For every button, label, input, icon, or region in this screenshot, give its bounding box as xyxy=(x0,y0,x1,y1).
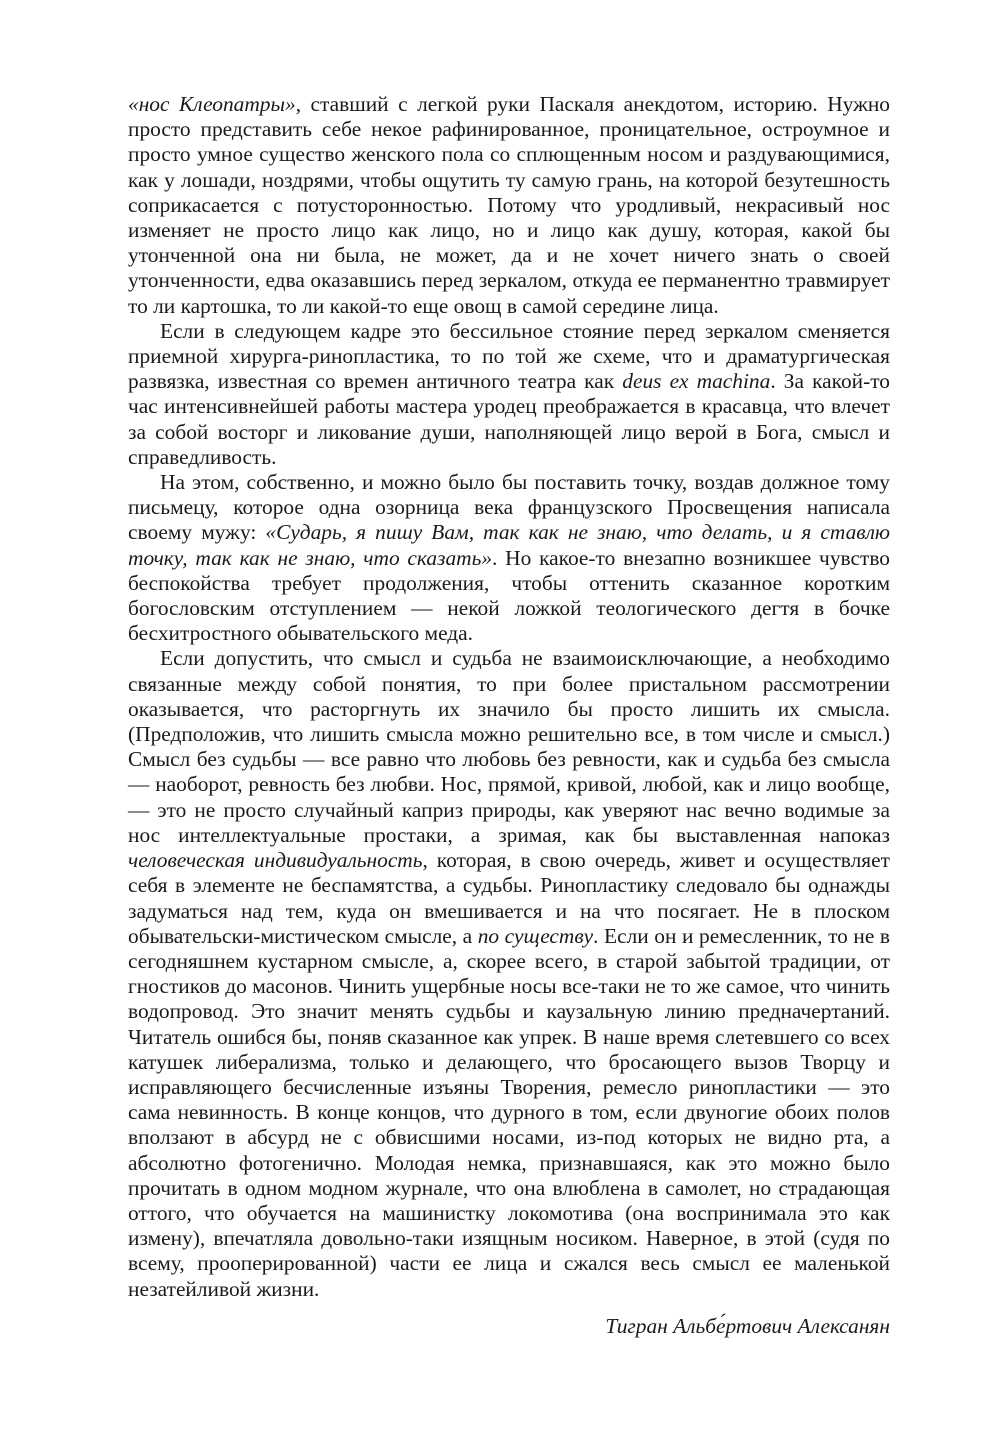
text-segment: человеческая индивидуальность xyxy=(128,848,423,873)
document-page xyxy=(128,92,890,1339)
text-segment: На этом, собственно, и можно было бы поставить точку, воздав должное тому письмецу, которое одна озорница века французского Просвещения написала своему мужу: xyxy=(128,470,890,545)
paragraph-3 xyxy=(128,470,890,646)
text-segment: Если допустить, что смысл и судьба не взаимоисключающие, а необходимо связанные между собой понятия, то при более пристальном рассмотрении оказывается, что расторгнуть их значило бы просто лишить их смысла. (Предположив, что лишить смысла можно решительно все, в том числе и смысл.) Смысл без судьбы — все равно что любовь без ревности, как и судьба без смысла — наоборот, ревность без любви. Нос, прямой, кривой, любой, как и лицо вообще, — это не просто случайный каприз природы, как уверяют нас вечно водимые за нос интеллектуальные простаки, а зримая, как бы выставленная напоказ xyxy=(128,646,890,847)
text-segment: , которая, в свою очередь, живет и осуществляет себя в элементе не беспамятства, а судьбы. Ринопластику следовало бы однажды задуматься над тем, куда он вмешивается и на что посягает. Не в плоском обывательски-мистическом смысле, а xyxy=(128,848,890,948)
paragraph-1 xyxy=(128,92,890,319)
text-segment: . Но какое-то внезапно возникшее чувство беспокойства требует продолжения, чтобы оттенить сказанное коротким богословским отступлением — некой ложкой теологического дегтя в бочке бесхитростного обывательского меда. xyxy=(128,545,890,646)
text-segment: по существу xyxy=(477,923,594,948)
text-segment: . За какой-то час интенсивнейшей работы мастера уродец преображается в красавца, что влечет за собой восторг и ликование души, наполняющей лицо верой в Бога, смысл и справедливость. xyxy=(128,369,890,469)
paragraph-4 xyxy=(128,646,890,1301)
text-segment: , ставший с легкой руки Паскаля анекдотом, историю. Нужно просто представить себе некое рафинированное, проницательное, остроумное и просто умное существо женского пола со сплющенным носом и раздувающимися, как у лошади, ноздрями, чтобы ощутить ту самую грань, на которой безутешность соприкасается с потусторонностью. Потому что уродливый, некрасивый нос изменяет не просто лицо как лицо, но и лицо как душу, которая, какой бы утонченной она ни была, не может, да и не хочет ничего знать о своей утонченности, едва оказавшись перед зеркалом, откуда ее перманентно травмирует то ли картошка, то ли какой-то еще овощ в самой середине лица. xyxy=(128,92,890,318)
text-segment: deus ex machina xyxy=(622,369,771,394)
paragraph-2 xyxy=(128,319,890,470)
text-segment: Если в следующем кадре это бессильное стояние перед зеркалом сменяется приемной хирурга-ринопластика, то по той же схеме, что и драматургическая развязка, известная со времен античного театра как xyxy=(128,318,890,394)
text-segment: . Если он и ремесленник, то не в сегодняшнем кустарном смысле, а, скорее всего, в старой забытой традиции, от гностиков до масонов. Чинить ущербные носы все-таки не то же самое, что чинить водопровод. Это значит менять судьбы и каузальную линию предначертаний. Читатель ошибся бы, поняв сказанное как упрек. В наше время слетевшего со всех катушек либерализма, только и делающего, что бросающего вызов Творцу и исправляющего бесчисленные изъяны Творения, ремесло ринопластики — это сама невинность. В конце концов, что дурного в том, если двуногие обоих полов вползают в абсурд не с обвисшими носами, из-под которых не видно рта, а абсолютно фотогенично. Молодая немка, признавшаяся, как это можно было прочитать в одном модном журнале, что она влюблена в самолет, но страдающая оттого, что обучается на машинистку локомотива (она воспринимала это как измену), впечатляла довольно-таки изящным носиком. Наверное, в этой (судя по всему, прооперированной) части ее лица и сжался весь смысл ее маленькой незатейливой жизни. xyxy=(128,923,890,1301)
author-signature: Тигран Альбе́ртович Алексанян xyxy=(605,1313,890,1338)
text-segment: «Сударь, я пишу Вам, так как не знаю, что делать, и я ставлю точку, так как не знаю, что сказать» xyxy=(128,520,890,570)
text-segment: «нос Клеопатры» xyxy=(128,92,296,116)
